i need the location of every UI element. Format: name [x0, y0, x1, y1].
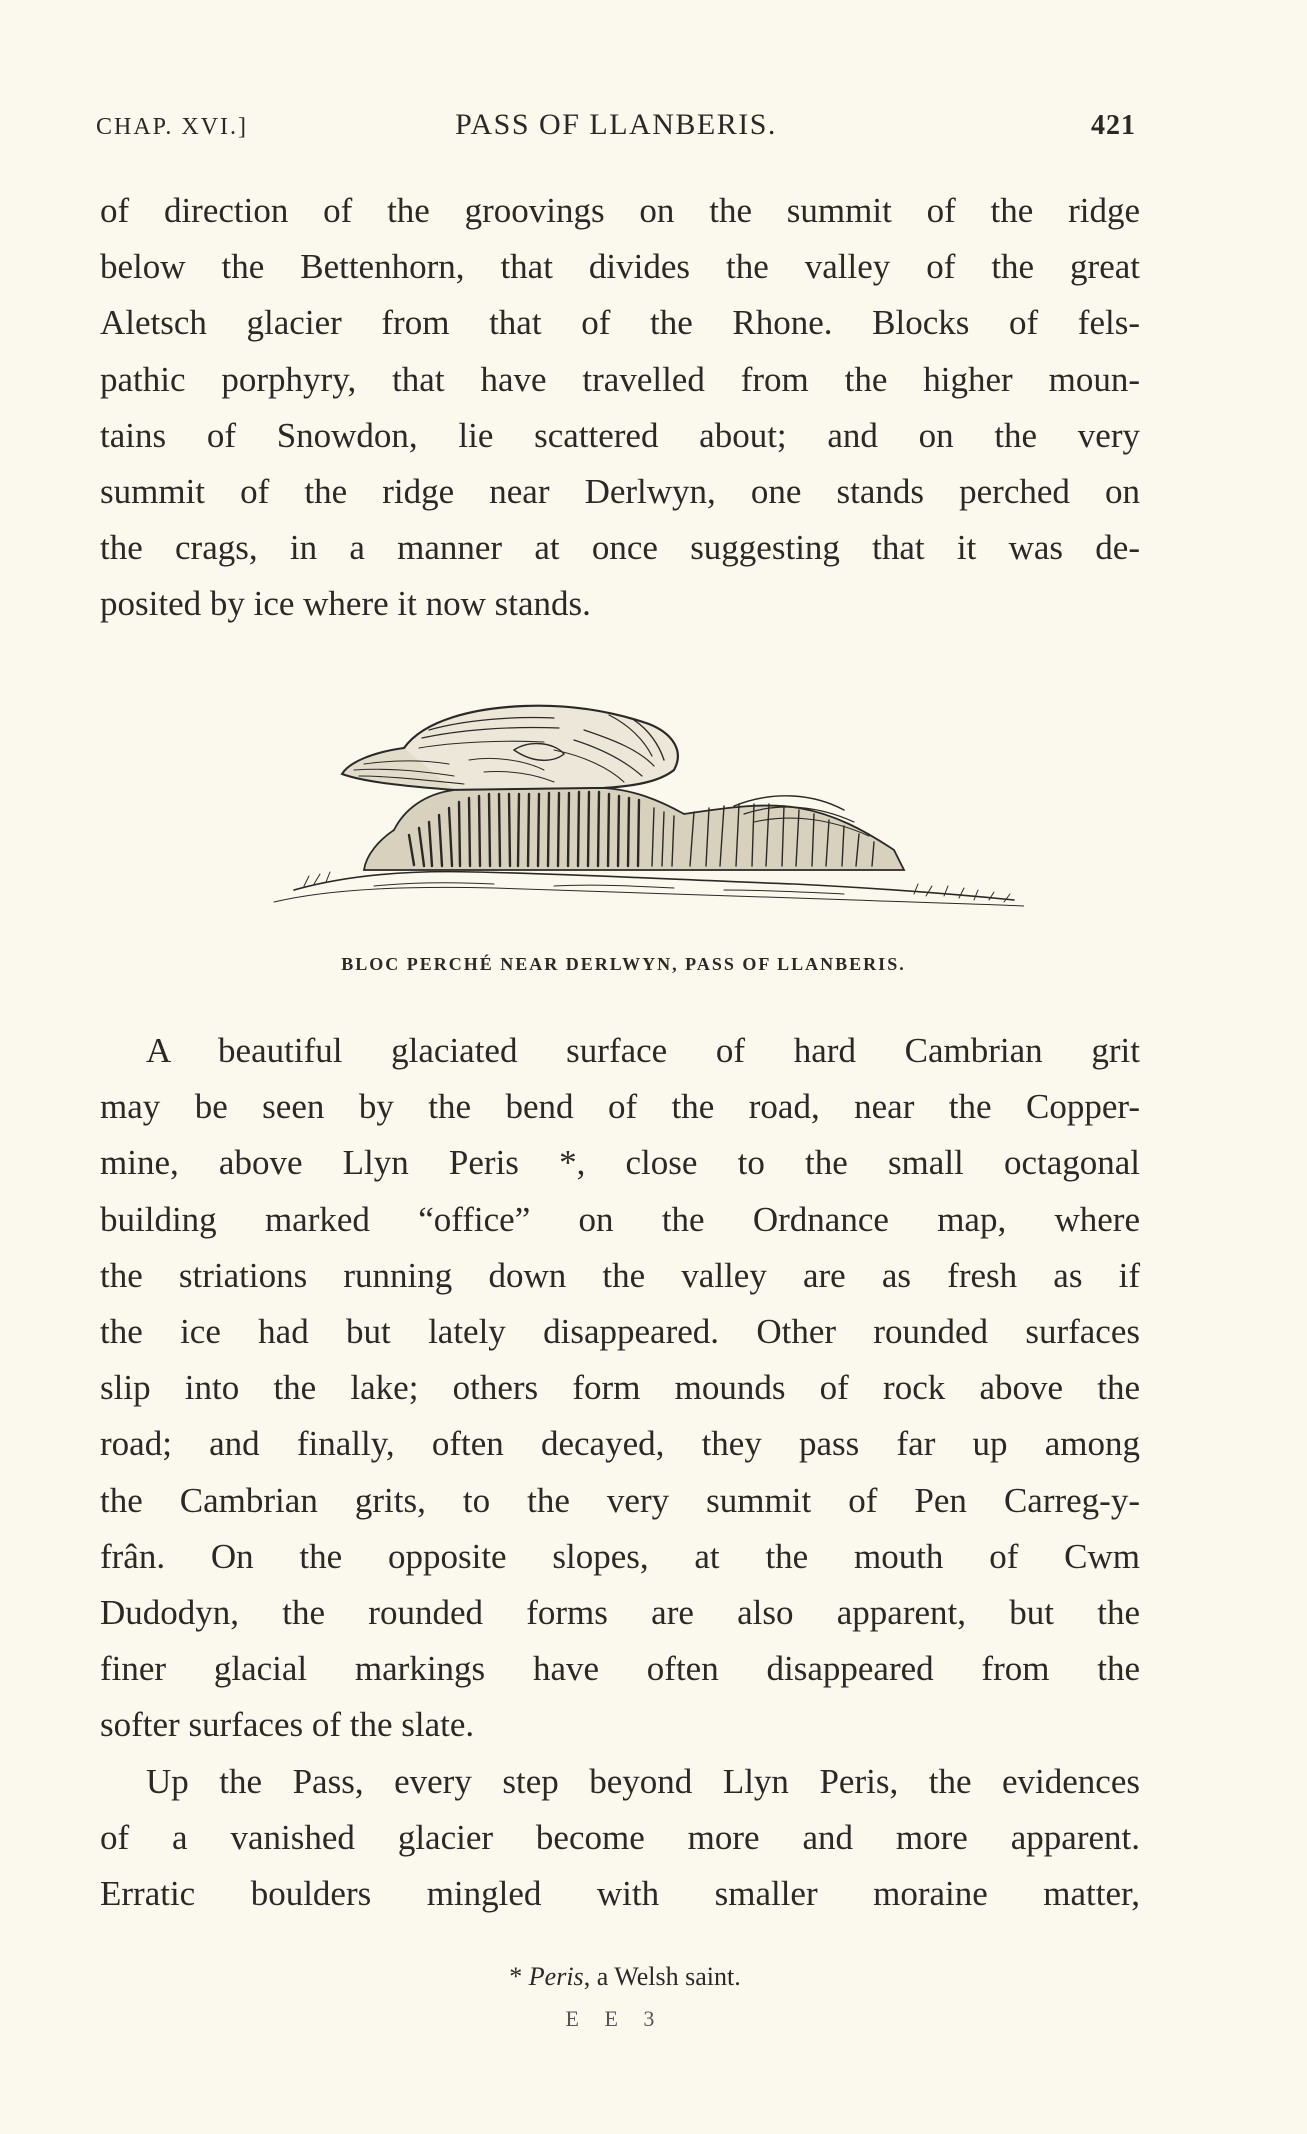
running-header [96, 108, 1136, 152]
text-line: of direction of the groovings on the summit of the ridge [100, 191, 1140, 230]
footnote-term: Peris [528, 1962, 584, 1991]
text-line: frân. On the opposite slopes, at the mouth of Cwm [100, 1536, 1140, 1576]
text-line: road; and finally, often decayed, they pass far up among [100, 1424, 1140, 1464]
figure-caption: BLOC PERCHÉ NEAR DERLWYN, PASS OF LLANBERIS. [341, 954, 906, 974]
footnote-marker: * [509, 1962, 523, 1991]
text-line: building marked “office” on the Ordnance map, where [100, 1199, 1140, 1239]
text-line: the striations running down the valley are as fresh as if [100, 1255, 1140, 1295]
text-line: tains of Snowdon, lie scattered about; and on the very [100, 415, 1140, 455]
text-line: mine, above Llyn Peris *, close to the small octagonal [100, 1143, 1140, 1183]
text-line: posited by ice where it now stands. [100, 584, 591, 624]
text-line: Erratic boulders mingled with smaller moraine matter, [100, 1874, 1140, 1914]
text-line: finer glacial markings have often disappeared from the [100, 1649, 1140, 1689]
text-line: softer surfaces of the slate. [100, 1705, 475, 1745]
text-line: slip into the lake; others form mounds of rock above the [100, 1368, 1140, 1408]
text-line: below the Bettenhorn, that divides the valley of the great [100, 247, 1140, 287]
bloc-perche-engraving [254, 690, 1024, 920]
footnote-text: , a Welsh saint. [583, 1962, 741, 1991]
text-line: Aletsch glacier from that of the Rhone. Blocks of fels- [100, 303, 1140, 343]
chapter-label: CHAP. XVI.] [96, 114, 249, 140]
text-line: Dudodyn, the rounded forms are also apparent, but the [100, 1592, 1140, 1632]
signature-mark: E E 3 [565, 2006, 665, 2031]
text-line: the Cambrian grits, to the very summit of Pen Carreg-y- [100, 1480, 1140, 1520]
paragraph-2 [100, 1023, 1140, 1753]
paragraph-3 [100, 1754, 1140, 1923]
footnote [0, 1962, 1250, 1992]
page-number: 421 [1091, 110, 1136, 141]
text-line: may be seen by the bend of the road, near the Copper- [100, 1087, 1140, 1127]
text-line: the ice had but lately disappeared. Other rounded surfaces [100, 1311, 1140, 1351]
text-line: the crags, in a manner at once suggesting that it was de- [100, 528, 1140, 568]
running-title: PASS OF LLANBERIS. [455, 108, 777, 141]
paragraph-1 [100, 183, 1140, 633]
text-line: A beautiful glaciated surface of hard Cambrian grit [146, 1031, 1140, 1070]
text-line: summit of the ridge near Derlwyn, one stands perched on [100, 471, 1140, 511]
text-line: of a vanished glacier become more and more apparent. [100, 1818, 1140, 1858]
text-line: Up the Pass, every step beyond Llyn Peris, the evidences [146, 1762, 1140, 1801]
text-line: pathic porphyry, that have travelled from the higher moun- [100, 359, 1140, 399]
